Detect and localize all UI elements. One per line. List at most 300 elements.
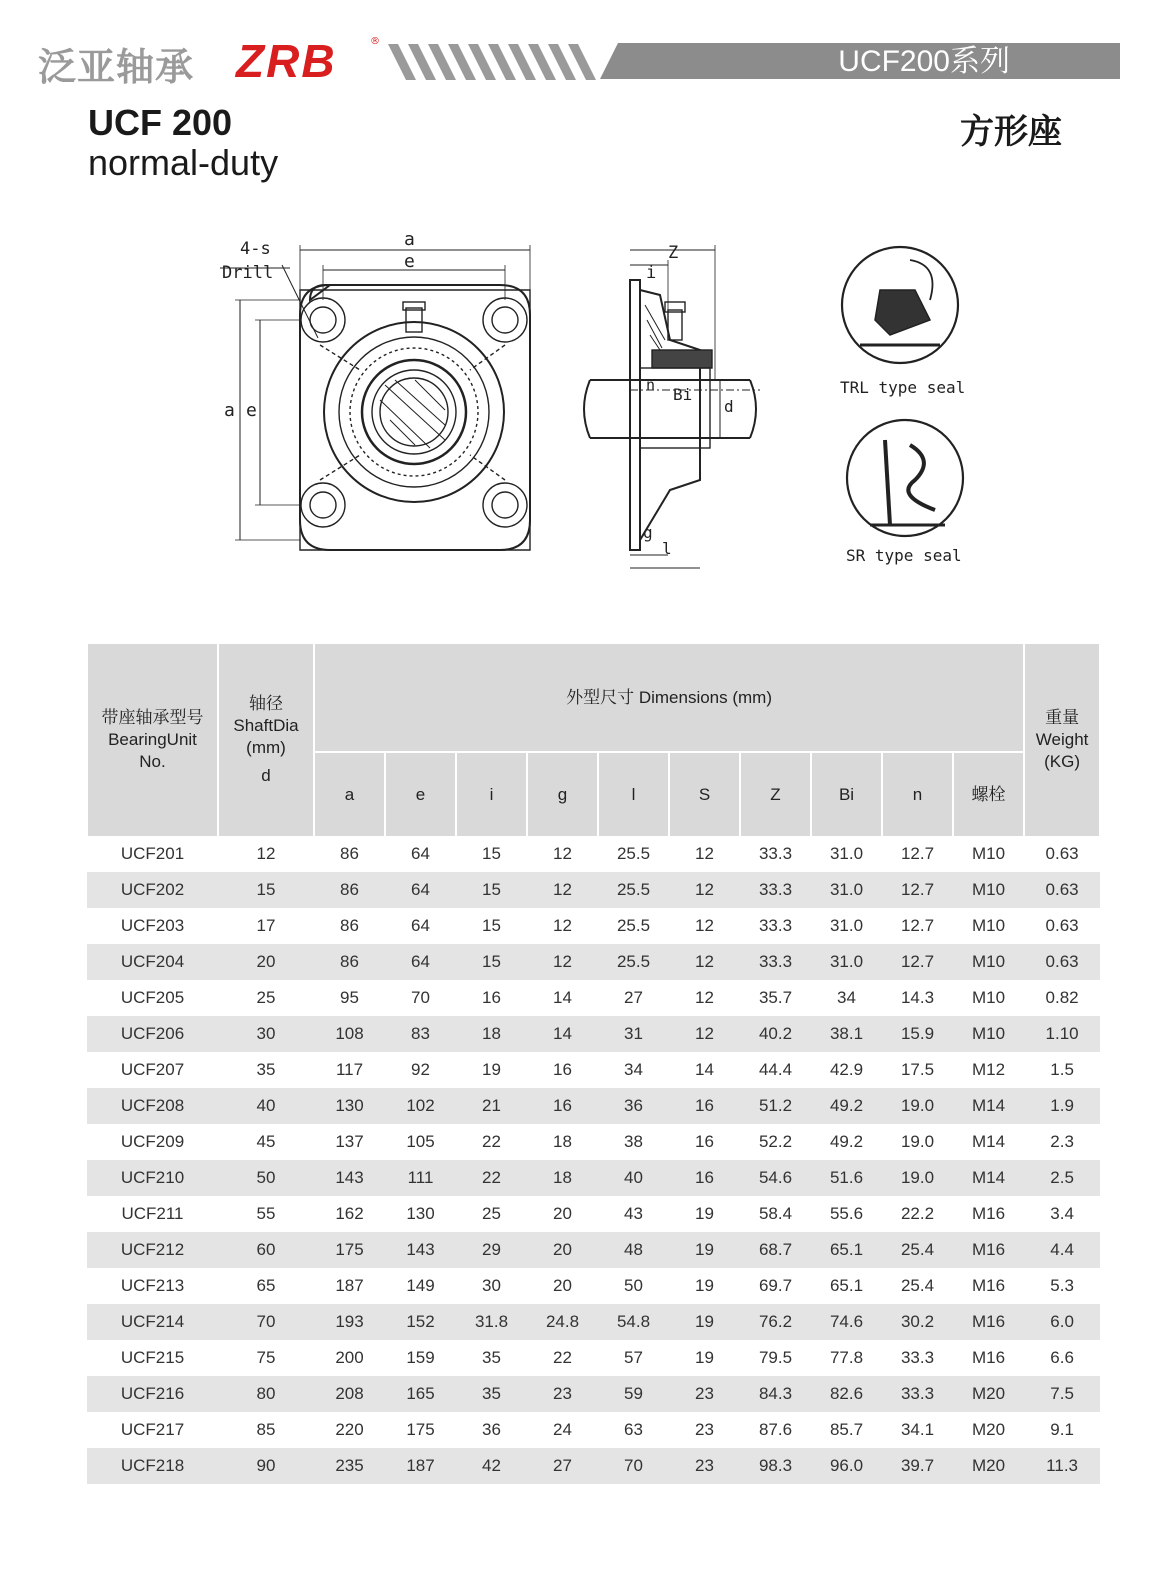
- table-cell: 18: [553, 1132, 572, 1151]
- table-cell: 19: [669, 1304, 740, 1340]
- table-cell: 86: [340, 916, 359, 935]
- table-cell: 31.0: [811, 872, 882, 908]
- col-header-n: n: [882, 752, 953, 836]
- header-weight-cn: 重量: [1045, 708, 1080, 727]
- table-cell: 33.3: [900, 1348, 935, 1367]
- table-cell: 16: [553, 1060, 572, 1079]
- table-cell: UCF207: [120, 1060, 185, 1079]
- table-cell: 65.1: [829, 1276, 864, 1295]
- table-cell: 143: [385, 1232, 456, 1268]
- col-header-s: S: [669, 752, 740, 836]
- table-cell: UCF213: [120, 1276, 185, 1295]
- table-cell: 15: [456, 872, 527, 908]
- table-cell: 175: [406, 1420, 435, 1439]
- table-cell: 6.6: [1050, 1348, 1074, 1367]
- table-cell: 12.7: [882, 944, 953, 980]
- table-cell: 15.9: [882, 1016, 953, 1052]
- table-cell: UCF214: [87, 1304, 218, 1340]
- table-cell: 45: [256, 1132, 276, 1151]
- table-cell: 64: [411, 844, 430, 863]
- brand-logo: ZRB: [236, 35, 337, 87]
- table-cell: 70: [598, 1448, 669, 1484]
- col-header-a: a: [314, 752, 385, 836]
- table-cell: 193: [314, 1304, 385, 1340]
- table-cell: 25.5: [616, 844, 651, 863]
- table-cell: 25.4: [900, 1276, 935, 1295]
- table-cell: 25.5: [598, 872, 669, 908]
- table-cell: 40: [598, 1160, 669, 1196]
- table-cell: 15: [218, 872, 314, 908]
- table-cell: 64: [411, 916, 430, 935]
- table-cell: M16: [953, 1304, 1024, 1340]
- table-cell: 64: [385, 944, 456, 980]
- table-cell: 27: [527, 1448, 598, 1484]
- table-cell: 102: [385, 1088, 456, 1124]
- table-cell: 70: [411, 988, 430, 1007]
- table-cell: 14: [527, 1016, 598, 1052]
- table-cell: 117: [335, 1060, 364, 1079]
- dim-l: l: [662, 539, 672, 558]
- table-cell: M16: [953, 1232, 1024, 1268]
- table-cell: UCF215: [120, 1348, 185, 1367]
- table-cell: 25.5: [616, 916, 651, 935]
- table-cell: 54.8: [598, 1304, 669, 1340]
- table-cell: 51.2: [740, 1088, 811, 1124]
- table-cell: 68.7: [740, 1232, 811, 1268]
- page-header: [0, 0, 1170, 100]
- table-cell: 58.4: [758, 1204, 793, 1223]
- table-cell: 98.3: [740, 1448, 811, 1484]
- table-cell: 200: [335, 1348, 364, 1367]
- dim-e-top: e: [404, 251, 415, 272]
- table-cell: 137: [335, 1132, 364, 1151]
- sr-seal-detail: [847, 420, 963, 536]
- table-cell: 15: [482, 916, 501, 935]
- table-cell: 54.6: [740, 1160, 811, 1196]
- sr-seal-label: SR type seal: [846, 546, 962, 565]
- table-cell: 27: [624, 988, 643, 1007]
- table-cell: 63: [624, 1420, 643, 1439]
- table-cell: 55.6: [829, 1204, 864, 1223]
- table-cell: 34.1: [900, 1420, 935, 1439]
- dimension-table: [86, 644, 1101, 1484]
- table-cell: 187: [385, 1448, 456, 1484]
- table-cell: 0.63: [1024, 944, 1100, 980]
- header-model: [87, 644, 218, 836]
- table-row: [87, 1412, 1100, 1448]
- table-cell: 33.3: [758, 916, 793, 935]
- housing-type-title: 方形座: [960, 112, 1062, 152]
- dim-drill: Drill: [222, 263, 274, 283]
- table-cell: 20: [553, 1276, 572, 1295]
- table-cell: 12: [527, 872, 598, 908]
- table-cell: 24.8: [527, 1304, 598, 1340]
- table-cell: 1.5: [1050, 1060, 1074, 1079]
- table-cell: 12: [695, 844, 714, 863]
- dim-e-side: e: [246, 400, 257, 421]
- table-cell: 85: [256, 1420, 276, 1439]
- table-cell: 25.4: [882, 1232, 953, 1268]
- table-cell: 19: [482, 1060, 501, 1079]
- table-cell: 31.8: [456, 1304, 527, 1340]
- table-cell: 2.5: [1024, 1160, 1100, 1196]
- table-cell: 16: [482, 988, 501, 1007]
- table-cell: 76.2: [740, 1304, 811, 1340]
- col-header-bolt: 螺栓: [953, 752, 1024, 836]
- table-cell: 7.5: [1024, 1376, 1100, 1412]
- table-cell: 86: [314, 872, 385, 908]
- table-cell: 20: [218, 944, 314, 980]
- table-cell: 3.4: [1050, 1204, 1074, 1223]
- table-cell: 12.7: [900, 916, 935, 935]
- table-cell: 108: [314, 1016, 385, 1052]
- table-cell: 33.3: [740, 872, 811, 908]
- table-cell: 25: [482, 1204, 501, 1223]
- table-cell: 20: [527, 1232, 598, 1268]
- table-row: [87, 1304, 1100, 1340]
- table-row: [87, 1448, 1100, 1484]
- table-cell: 2.3: [1050, 1132, 1074, 1151]
- table-row: [87, 1016, 1100, 1052]
- table-cell: 12: [695, 916, 714, 935]
- table-cell: 16: [527, 1088, 598, 1124]
- table-cell: 33.3: [740, 944, 811, 980]
- header-weight: [1024, 644, 1100, 836]
- table-cell: 5.3: [1050, 1276, 1074, 1295]
- table-cell: 17.5: [900, 1060, 935, 1079]
- dim-g: g: [643, 523, 653, 542]
- table-cell: 44.4: [758, 1060, 793, 1079]
- table-cell: 19: [695, 1348, 714, 1367]
- table-cell: 40: [218, 1088, 314, 1124]
- decorative-stripes: [388, 44, 608, 80]
- table-cell: 96.0: [811, 1448, 882, 1484]
- table-cell: 80: [218, 1376, 314, 1412]
- table-cell: 18: [527, 1160, 598, 1196]
- table-cell: M10: [972, 988, 1006, 1007]
- dim-d: d: [724, 397, 734, 416]
- dim-a-top: a: [404, 229, 415, 250]
- dim-i: i: [646, 263, 657, 283]
- table-cell: 43: [624, 1204, 643, 1223]
- trl-seal-label: TRL type seal: [840, 378, 966, 397]
- table-cell: 162: [335, 1204, 364, 1223]
- table-cell: 19: [669, 1232, 740, 1268]
- table-row: [87, 908, 1100, 944]
- table-cell: 57: [624, 1348, 643, 1367]
- table-cell: 60: [218, 1232, 314, 1268]
- table-cell: 12: [553, 844, 572, 863]
- table-cell: 19.0: [882, 1088, 953, 1124]
- table-cell: 42.9: [829, 1060, 864, 1079]
- header-model-cn: 带座轴承型号: [101, 708, 204, 727]
- table-cell: 111: [385, 1160, 456, 1196]
- table-cell: 152: [385, 1304, 456, 1340]
- table-cell: 17: [256, 916, 276, 935]
- table-cell: 36: [598, 1088, 669, 1124]
- table-cell: 149: [406, 1276, 435, 1295]
- table-row: [87, 836, 1100, 872]
- table-cell: 159: [406, 1348, 435, 1367]
- table-cell: 92: [411, 1060, 430, 1079]
- table-cell: UCF206: [87, 1016, 218, 1052]
- table-cell: 34: [837, 988, 856, 1007]
- table-cell: 187: [335, 1276, 364, 1295]
- table-row: [87, 1340, 1100, 1376]
- table-row: [87, 944, 1100, 980]
- table-cell: 16: [695, 1132, 714, 1151]
- header-weight-unit: (KG): [1044, 752, 1081, 771]
- duty-subtitle: normal-duty: [88, 142, 279, 183]
- table-cell: 79.5: [758, 1348, 793, 1367]
- table-row: [87, 1160, 1100, 1196]
- table-cell: 220: [335, 1420, 364, 1439]
- brand-chinese-name: 泛亚轴承: [38, 45, 195, 89]
- table-cell: 105: [406, 1132, 435, 1151]
- table-cell: 31.0: [811, 944, 882, 980]
- front-view-drawing: [220, 245, 530, 550]
- registered-mark: ®: [370, 36, 380, 47]
- table-cell: 35: [256, 1060, 276, 1079]
- table-cell: 31.0: [829, 916, 864, 935]
- col-header-e: e: [385, 752, 456, 836]
- table-cell: 87.6: [758, 1420, 793, 1439]
- dim-z: Z: [668, 243, 679, 263]
- table-cell: 30: [218, 1016, 314, 1052]
- table-cell: 143: [314, 1160, 385, 1196]
- table-cell: 22: [482, 1132, 501, 1151]
- table-cell: 12: [527, 944, 598, 980]
- table-cell: 30: [482, 1276, 501, 1295]
- table-cell: 40.2: [740, 1016, 811, 1052]
- table-cell: 22.2: [900, 1204, 935, 1223]
- table-cell: 0.63: [1045, 916, 1079, 935]
- table-cell: M12: [972, 1060, 1006, 1079]
- table-cell: 35.7: [758, 988, 793, 1007]
- table-cell: 165: [385, 1376, 456, 1412]
- col-header-bi: Bi: [811, 752, 882, 836]
- col-header-i: i: [456, 752, 527, 836]
- table-cell: 52.2: [758, 1132, 793, 1151]
- table-cell: M20: [972, 1420, 1006, 1439]
- table-cell: 39.7: [882, 1448, 953, 1484]
- table-cell: 85.7: [829, 1420, 864, 1439]
- table-row: [87, 872, 1100, 908]
- table-cell: 16: [669, 1160, 740, 1196]
- table-cell: 59: [598, 1376, 669, 1412]
- table-row: [87, 1124, 1100, 1160]
- model-title: UCF 200: [88, 102, 233, 143]
- dim-hole: 4-s: [240, 239, 271, 259]
- table-cell: M10: [972, 844, 1006, 863]
- header-shaft-symbol: d: [261, 766, 271, 785]
- table-cell: 82.6: [811, 1376, 882, 1412]
- table-cell: 12: [256, 844, 276, 863]
- table-cell: 50: [218, 1160, 314, 1196]
- table-cell: 12: [669, 872, 740, 908]
- table-cell: 86: [340, 844, 359, 863]
- table-cell: 130: [406, 1204, 435, 1223]
- table-cell: 0.63: [1024, 872, 1100, 908]
- table-cell: 19.0: [900, 1132, 935, 1151]
- table-cell: UCF202: [87, 872, 218, 908]
- table-cell: 15: [482, 844, 501, 863]
- table-cell: 25: [256, 988, 276, 1007]
- table-cell: 38: [624, 1132, 643, 1151]
- table-cell: UCF208: [87, 1088, 218, 1124]
- table-row: [87, 1088, 1100, 1124]
- table-row: [87, 1052, 1100, 1088]
- table-cell: 33.3: [758, 844, 793, 863]
- table-cell: 74.6: [811, 1304, 882, 1340]
- table-row: [87, 1196, 1100, 1232]
- table-cell: M14: [972, 1132, 1006, 1151]
- table-cell: 235: [314, 1448, 385, 1484]
- table-cell: 23: [695, 1420, 714, 1439]
- table-cell: 19: [695, 1204, 714, 1223]
- table-cell: 34: [624, 1060, 643, 1079]
- technical-drawings: [200, 220, 1040, 580]
- table-cell: M10: [953, 1016, 1024, 1052]
- col-header-z: Z: [740, 752, 811, 836]
- table-cell: 24: [553, 1420, 572, 1439]
- table-cell: M10: [953, 872, 1024, 908]
- col-header-l: l: [598, 752, 669, 836]
- table-cell: 1.10: [1024, 1016, 1100, 1052]
- header-shaft-en: ShaftDia: [233, 716, 299, 735]
- table-cell: 175: [314, 1232, 385, 1268]
- table-cell: 75: [256, 1348, 276, 1367]
- table-body: [87, 836, 1100, 1484]
- table-cell: 18: [456, 1016, 527, 1052]
- table-cell: UCF218: [87, 1448, 218, 1484]
- table-cell: 130: [314, 1088, 385, 1124]
- table-cell: UCF210: [87, 1160, 218, 1196]
- table-cell: 69.7: [758, 1276, 793, 1295]
- table-cell: 0.82: [1045, 988, 1079, 1007]
- table-cell: 208: [314, 1376, 385, 1412]
- table-cell: M14: [953, 1088, 1024, 1124]
- table-row: [87, 1268, 1100, 1304]
- table-cell: UCF209: [120, 1132, 185, 1151]
- table-cell: 4.4: [1024, 1232, 1100, 1268]
- table-cell: 30.2: [882, 1304, 953, 1340]
- table-cell: 11.3: [1024, 1448, 1100, 1484]
- header-model-no: No.: [139, 752, 166, 771]
- series-title: UCF200系列: [838, 45, 1010, 78]
- table-cell: 14: [553, 988, 572, 1007]
- table-cell: 22: [456, 1160, 527, 1196]
- table-cell: UCF212: [87, 1232, 218, 1268]
- table-cell: 12: [553, 916, 572, 935]
- table-cell: 31.0: [829, 844, 864, 863]
- table-cell: 50: [624, 1276, 643, 1295]
- table-cell: UCF201: [120, 844, 185, 863]
- header-weight-en: Weight: [1035, 730, 1089, 749]
- drawing-canvas: [200, 220, 1040, 580]
- header-shaft-cn: 轴径: [249, 694, 283, 713]
- table-cell: UCF203: [120, 916, 185, 935]
- table-cell: 14: [695, 1060, 714, 1079]
- table-row: [87, 1376, 1100, 1412]
- table-row: [87, 1232, 1100, 1268]
- table-cell: UCF205: [120, 988, 185, 1007]
- table-cell: 65: [256, 1276, 276, 1295]
- table-cell: 1.9: [1024, 1088, 1100, 1124]
- table-cell: 19: [695, 1276, 714, 1295]
- table-cell: M10: [972, 916, 1006, 935]
- table-cell: 15: [456, 944, 527, 980]
- table-cell: 83: [385, 1016, 456, 1052]
- table-cell: 23: [669, 1376, 740, 1412]
- table-cell: 49.2: [811, 1088, 882, 1124]
- table-cell: 31: [598, 1016, 669, 1052]
- table-cell: 16: [669, 1088, 740, 1124]
- table-cell: 9.1: [1050, 1420, 1074, 1439]
- table-cell: 22: [553, 1348, 572, 1367]
- table-cell: 25.5: [598, 944, 669, 980]
- table-cell: 12: [669, 1016, 740, 1052]
- table-cell: 12.7: [900, 844, 935, 863]
- table-cell: UCF211: [121, 1204, 184, 1223]
- dim-bi: Bi: [673, 385, 693, 404]
- table-cell: 12: [669, 944, 740, 980]
- table-cell: 29: [456, 1232, 527, 1268]
- table-cell: 33.3: [882, 1376, 953, 1412]
- table-cell: 48: [598, 1232, 669, 1268]
- table-cell: 95: [340, 988, 359, 1007]
- table-cell: 12.7: [882, 872, 953, 908]
- header-shaft: [218, 644, 314, 836]
- table-cell: M16: [972, 1204, 1006, 1223]
- table-cell: 38.1: [811, 1016, 882, 1052]
- col-header-g: g: [527, 752, 598, 836]
- header-dimensions: 外型尺寸 Dimensions (mm): [314, 644, 1024, 752]
- table-cell: 35: [456, 1376, 527, 1412]
- table-cell: 90: [218, 1448, 314, 1484]
- dim-n: n: [646, 376, 656, 394]
- table-cell: 65.1: [811, 1232, 882, 1268]
- table-cell: 42: [456, 1448, 527, 1484]
- table-cell: 20: [553, 1204, 572, 1223]
- table-cell: 77.8: [829, 1348, 864, 1367]
- table-cell: 36: [482, 1420, 501, 1439]
- table-cell: 21: [456, 1088, 527, 1124]
- table-cell: 0.63: [1045, 844, 1079, 863]
- dim-a-side: a: [224, 400, 235, 421]
- header-model-en: BearingUnit: [108, 730, 197, 749]
- table-cell: 23: [669, 1448, 740, 1484]
- table-cell: M10: [953, 944, 1024, 980]
- table-cell: M20: [953, 1448, 1024, 1484]
- table-cell: M20: [953, 1376, 1024, 1412]
- table-cell: 35: [482, 1348, 501, 1367]
- table-cell: UCF217: [120, 1420, 185, 1439]
- table-cell: 23: [527, 1376, 598, 1412]
- table-cell: UCF216: [87, 1376, 218, 1412]
- table-cell: UCF204: [87, 944, 218, 980]
- table-cell: 55: [256, 1204, 276, 1223]
- trl-seal-detail: [842, 247, 958, 363]
- table-cell: 14.3: [900, 988, 935, 1007]
- table-cell: M16: [972, 1348, 1006, 1367]
- table-cell: 12: [695, 988, 714, 1007]
- table-cell: 51.6: [811, 1160, 882, 1196]
- table-cell: 49.2: [829, 1132, 864, 1151]
- table-row: [87, 980, 1100, 1016]
- header-shaft-unit: (mm): [246, 738, 286, 757]
- table-cell: 84.3: [740, 1376, 811, 1412]
